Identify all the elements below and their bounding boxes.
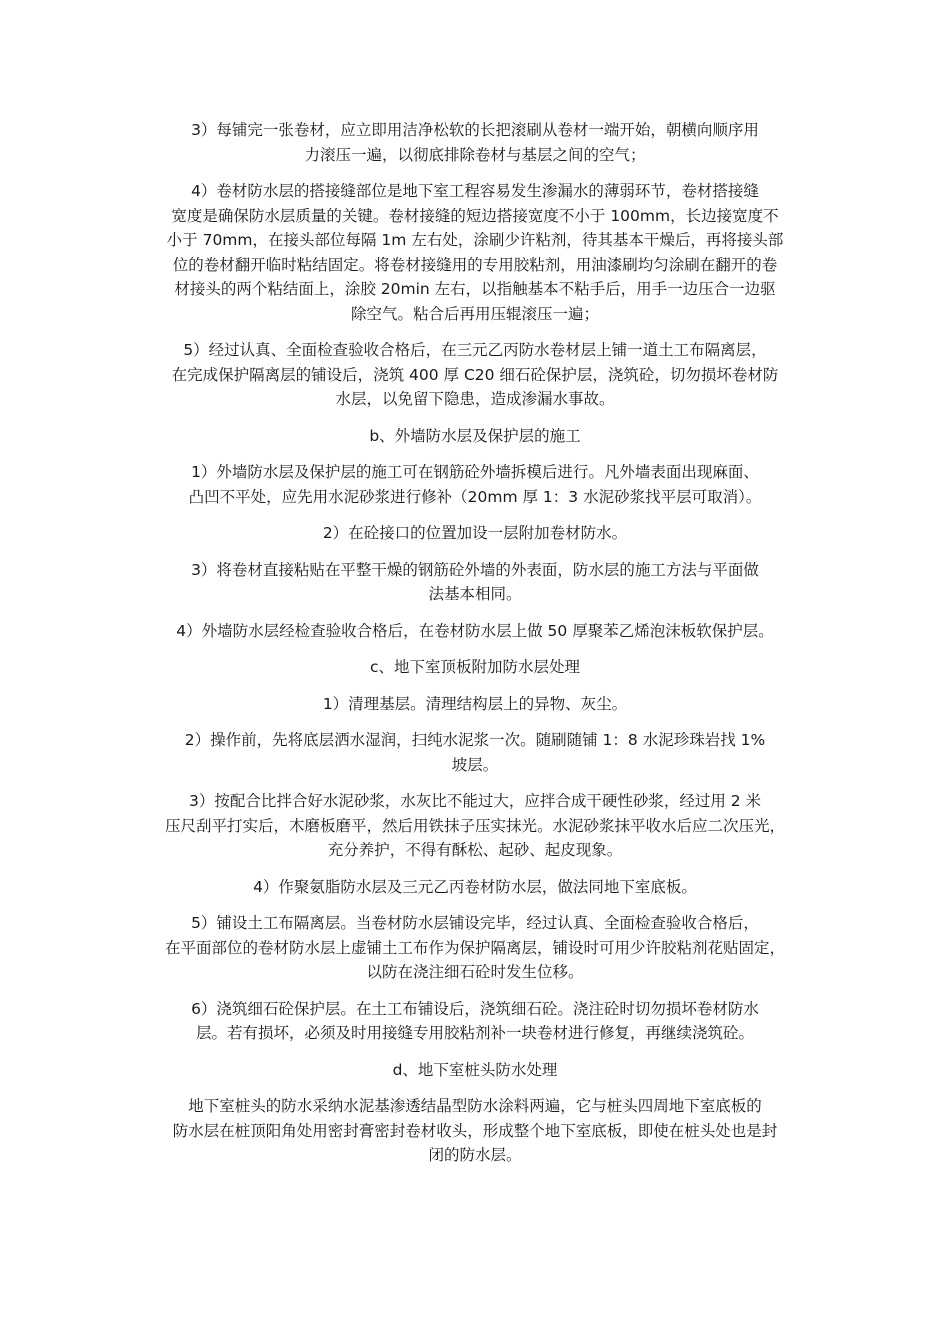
text-line: 2）在砼接口的位置加设一层附加卷材防水。: [322, 524, 628, 542]
text-line: 水层，以免留下隐患，造成渗漏水事故。: [335, 390, 615, 408]
text-line: 3）按配合比拌合好水泥砂浆，水灰比不能过大，应拌合成干硬性砂浆，经过用 2 米: [188, 792, 762, 810]
paragraph: [0, 728, 950, 777]
text-line: 材接头的两个粘结面上，涂胶 20min 左右，以指触基本不粘手后，用手一边压合一边驱: [174, 280, 776, 298]
paragraph: [0, 692, 950, 717]
text-line: 层。若有损坏，必须及时用接缝专用胶粘剂补一块卷材进行修复，再继续浇筑砼。: [195, 1024, 754, 1042]
paragraph: [0, 179, 950, 326]
paragraph: [0, 619, 950, 644]
section-heading: [0, 655, 950, 680]
paragraph: [0, 338, 950, 412]
text-line: 4）卷材防水层的搭接缝部位是地下室工程容易发生渗漏水的薄弱环节，卷材搭接缝: [191, 182, 759, 200]
section-heading: [0, 1058, 950, 1083]
heading-text: b、外墙防水层及保护层的施工: [369, 426, 581, 445]
text-line: 2）操作前，先将底层洒水湿润，扫纯水泥浆一次。随刷随铺 1：8 水泥珍珠岩找 1%: [184, 731, 766, 749]
heading-text: d、地下室桩头防水处理: [392, 1060, 558, 1079]
text-line: 宽度是确保防水层质量的关键。卷材接缝的短边搭接宽度不小于 100mm，长边接宽度不: [171, 206, 779, 225]
text-line: 充分养护，不得有酥松、起砂、起皮现象。: [327, 841, 623, 859]
paragraph: [0, 911, 950, 985]
text-line: 4）作聚氨脂防水层及三元乙丙卷材防水层，做法同地下室底板。: [253, 877, 697, 896]
text-line: 5）铺设土工布隔离层。当卷材防水层铺设完毕，经过认真、全面检查验收合格后，: [191, 914, 759, 932]
section-heading: [0, 424, 950, 449]
text-line: 除空气。粘合后再用压辊滚压一遍；: [350, 304, 599, 323]
text-line: 力滚压一遍，以彻底排除卷材与基层之间的空气；: [304, 145, 646, 164]
paragraph: [0, 460, 950, 509]
text-line: 在完成保护隔离层的铺设后，浇筑 400 厚 C20 细石砼保护层，浇筑砼，切勿损坏卷材防: [171, 365, 779, 384]
paragraph: [0, 875, 950, 900]
text-line: 1）清理基层。清理结构层上的异物、灰尘。: [322, 694, 628, 713]
paragraph: [0, 521, 950, 546]
text-line: 3）将卷材直接粘贴在平整干燥的钢筋砼外墙的外表面，防水层的施工方法与平面做: [191, 560, 759, 579]
text-line: 地下室桩头的防水采纳水泥基渗透结晶型防水涂料两遍，它与桩头四周地下室底板的: [188, 1097, 762, 1115]
text-line: 1）外墙防水层及保护层的施工可在钢筋砼外墙拆模后进行。凡外墙表面出现麻面、: [191, 463, 759, 481]
text-line: 法基本相同。: [428, 585, 522, 603]
text-line: 以防在浇注细石砼时发生位移。: [366, 963, 584, 981]
paragraph: [0, 789, 950, 863]
paragraph: [0, 118, 950, 167]
heading-text: c、地下室顶板附加防水层处理: [369, 658, 581, 676]
text-line: 闭的防水层。: [428, 1146, 522, 1164]
text-line: 防水层在桩顶阳角处用密封膏密封卷材收头，形成整个地下室底板，即使在桩头处也是封: [172, 1121, 778, 1140]
text-line: 6）浇筑细石砼保护层。在土工布铺设后，浇筑细石砼。浇注砼时切勿损坏卷材防水: [191, 999, 759, 1018]
text-line: 在平面部位的卷材防水层上虚铺土工布作为保护隔离层，铺设时可用少许胶粘剂花贴固定，: [164, 938, 785, 957]
document-body: [0, 118, 950, 1180]
text-line: 凸凹不平处，应先用水泥砂浆进行修补（20mm 厚 1：3 水泥砂浆找平层可取消）。: [188, 487, 762, 506]
text-line: 压尺刮平打实后，木磨板磨平，然后用铁抹子压实抹光。水泥砂浆抹平收水后应二次压光，: [164, 816, 785, 835]
text-line: 3）每铺完一张卷材，应立即用洁净松软的长把滚刷从卷材一端开始，朝横向顺序用: [191, 121, 759, 139]
text-line: 5）经过认真、全面检查验收合格后，在三元乙丙防水卷材层上铺一道土工布隔离层，: [183, 341, 767, 359]
paragraph: [0, 558, 950, 607]
text-line: 坡层。: [451, 755, 499, 774]
text-line: 4）外墙防水层经检查验收合格后，在卷材防水层上做 50 厚聚苯乙烯泡沫板软保护层。: [176, 621, 774, 640]
text-line: 位的卷材翻开临时粘结固定。将卷材接缝用的专用胶粘剂，用油漆刷均匀涂刷在翻开的卷: [172, 255, 778, 274]
paragraph: [0, 997, 950, 1046]
text-line: 小于 70mm，在接头部位每隔 1m 左右处，涂刷少许粘剂，待其基本干燥后，再将接头部: [166, 231, 784, 249]
paragraph: [0, 1094, 950, 1168]
